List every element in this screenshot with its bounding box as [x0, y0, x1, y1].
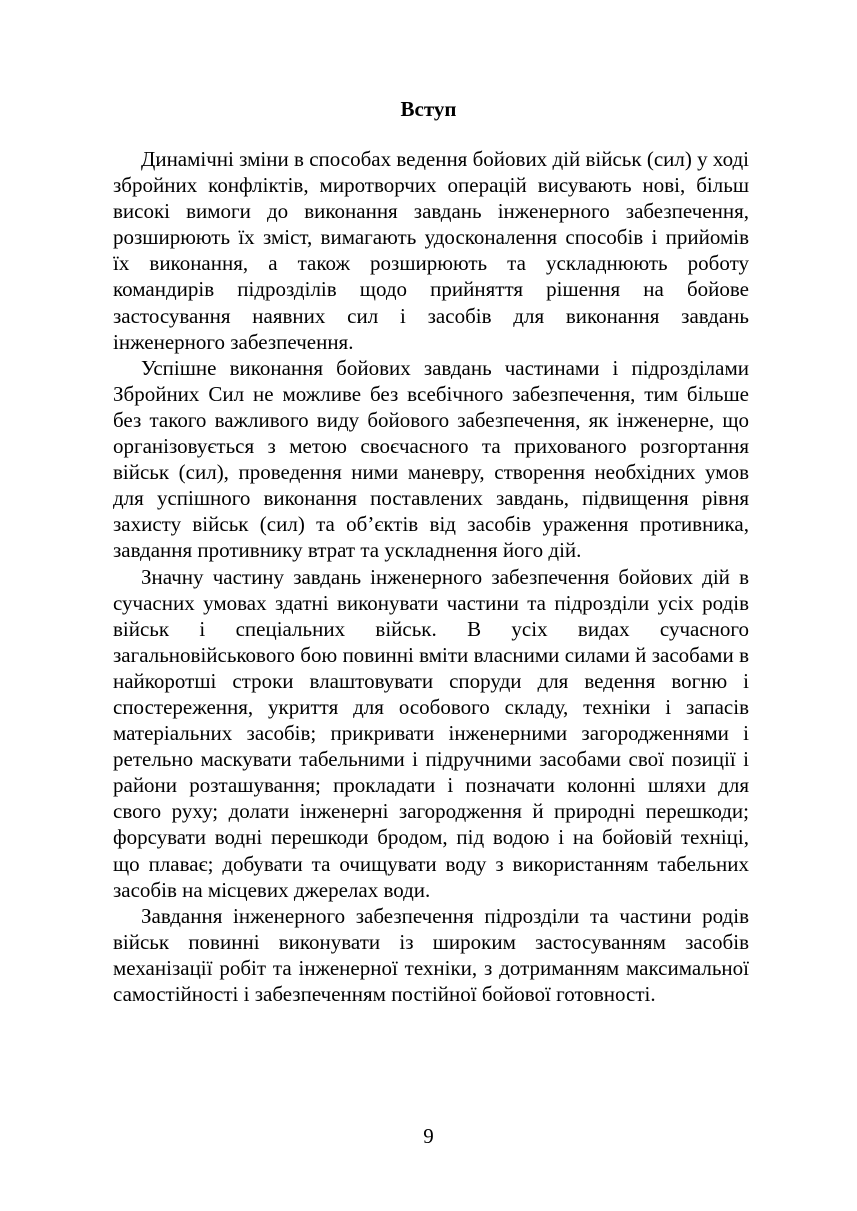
page-number: 9 — [423, 1124, 434, 1148]
paragraph-2: Успішне виконання бойових завдань частинами і підрозділами Збройних Сил не можливе без всебічного забезпечення, тим більше без такого важливого виду бойового забезпечення, як інженерне, що організовується з метою своєчасного та прихованого розгортання військ (сил), проведення ними маневру, створення необхідних умов для успішного виконання поставлених завдань, підвищення рівня захисту військ (сил) та об’єктів від засобів ураження противника, завдання противнику втрат та ускладнення його дій. — [113, 355, 749, 563]
body-text — [113, 146, 749, 1007]
paragraph-4: Завдання інженерного забезпечення підрозділи та частини родів військ повинні виконувати із широким застосуванням засобів механізації робіт та інженерної техніки, з дотриманням максимальної самостійності і забезпеченням постійної бойової готовності. — [113, 903, 749, 1006]
paragraph-3: Значну частину завдань інженерного забезпечення бойових дій в сучасних умовах здатні виконувати частини та підрозділи усіх родів військ і спеціальних військ. В усіх видах сучасного загальновійськового бою повинні вміти власними силами й засобами в найкоротші строки влаштовувати споруди для ведення вогню і спостереження, укриття для особового складу, техніки і запасів матеріальних засобів; прикривати інженерними загородженнями і ретельно маскувати табельними і підручними засобами свої позиції і райони розташування; прокладати і позначати колонні шляхи для свого руху; долати інженерні загородження й природні перешкоди; форсувати водні перешкоди бродом, під водою і на бойовій техніці, що плаває; добувати та очищувати воду з використанням табельних засобів на місцевих джерелах води. — [113, 564, 749, 902]
section-title: Вступ — [400, 97, 457, 121]
paragraph-1: Динамічні зміни в способах ведення бойових дій військ (сил) у ході збройних конфліктів, миротворчих операцій висувають нові, більш високі вимоги до виконання завдань інженерного забезпечення, розширюють їх зміст, вимагають удосконалення способів і прийомів їх виконання, а також розширюють та ускладнюють роботу командирів підрозділів щодо прийняття рішення на бойове застосування наявних сил і засобів для виконання завдань інженерного забезпечення. — [113, 147, 749, 354]
